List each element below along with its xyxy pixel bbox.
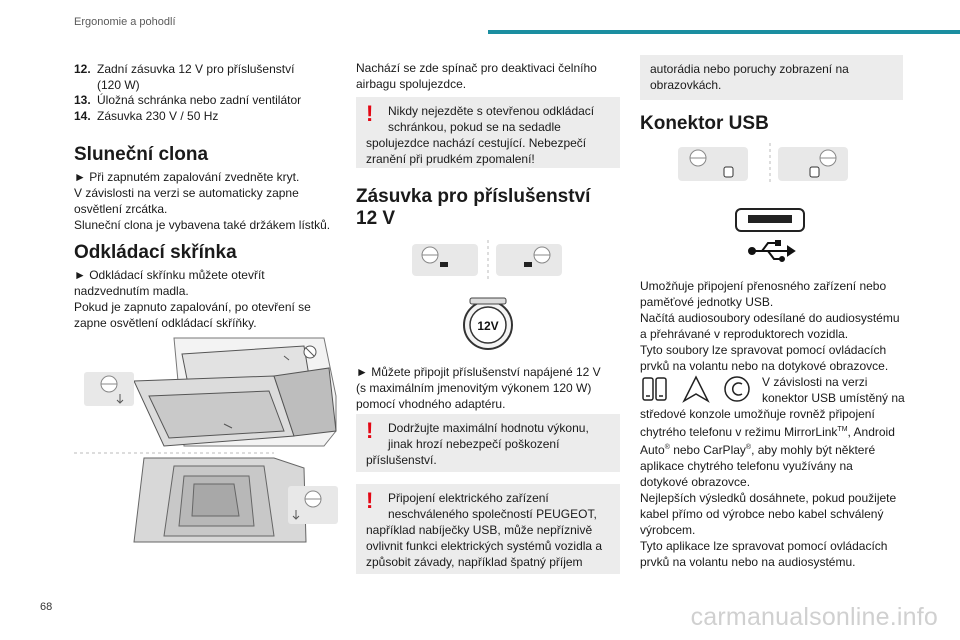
list-item <box>74 62 342 93</box>
list-text: Zadní zásuvka 12 V pro příslušenství (120 W) <box>97 62 295 92</box>
list-number: 13. <box>74 93 91 107</box>
list-item <box>74 109 342 125</box>
warning-box: ! Nikdy nejezděte s otevřenou odkládací schránkou, pokud se na sedadle spolujezdce nachází cestující. Nebezpečí zranění při prudkém zpomalení! <box>356 97 620 168</box>
glovebox-lower-drawing <box>134 458 306 542</box>
airbag-note: Nachází se zde spínač pro deaktivaci čelního airbagu spolujezdce. <box>356 61 597 91</box>
watermark: carmanualsonline.info <box>690 603 938 631</box>
mirrorlink-icon <box>643 378 666 400</box>
usb-steering-icon-left <box>678 147 748 181</box>
header-accent-bar <box>488 30 960 34</box>
warning-box: ! Dodržujte maximální hodnotu výkonu, jinak hrozí nebezpečí poškození příslušenství. <box>356 414 620 472</box>
socket-heading: Zásuvka pro příslušenství 12 V <box>356 186 591 229</box>
sun-visor-text: ► Při zapnutém zapalování zvedněte kryt. V závislosti na verzi se automaticky zapne osvětlení zrcátka. Sluneční clona je vybavena také držákem lístků. <box>74 170 331 232</box>
socket-steering-icon-right <box>496 244 562 276</box>
warning-box: ! Připojení elektrického zařízení neschváleného společností PEUGEOT, například nabíječky USB, může nepříznivě ovlivnit funkci elektrických systémů vozidla a způsobit závady, například špatný příjem <box>356 484 620 574</box>
list-text: Zásuvka 230 V / 50 Hz <box>97 108 219 123</box>
socket-steering-icon-left <box>412 244 478 276</box>
glovebox-steering-icon-2 <box>288 486 338 524</box>
android-auto-icon <box>684 377 708 401</box>
usb-heading: Konektor USB <box>640 113 769 134</box>
usb-text-2: středové konzole umožňuje rovněž připojení chytrého telefonu v režimu MirrorLink™, Android Auto® nebo CarPlay®, aby mohly být některé aplikace chytrého telefonu využívány na dotykové obrazovce. Nejlepších výsledků dosáhnete, pokud použijete kabel přímo od výrobce nebo kabel schválený výrobcem. Tyto aplikace lze spravovat pomocí ovládacích prvků na volantu nebo na audiosystému. <box>640 407 897 569</box>
running-header: Ergonomie a pohodlí <box>74 16 176 28</box>
usb-steering-icon-right <box>778 147 848 181</box>
socket-illustration <box>408 240 568 350</box>
carplay-icon <box>725 377 749 401</box>
usb-port-icon <box>736 209 804 231</box>
list-number: 12. <box>74 62 91 76</box>
glovebox-heading: Odkládací skřínka <box>74 242 237 263</box>
glovebox-illustration <box>74 336 344 544</box>
list-item <box>74 93 342 109</box>
usb-illustration <box>674 143 874 263</box>
list-number: 14. <box>74 108 91 123</box>
connectivity-icons <box>640 373 756 407</box>
power-socket-icon <box>464 298 512 349</box>
usb-text-icon-side: V závislosti na verzi konektor USB umístěný na <box>762 375 905 405</box>
warning-mark: ! <box>366 488 374 513</box>
warning-box-continued: autorádia nebo poruchy zobrazení na obrazovkách. <box>640 55 903 100</box>
svg-text:12V: 12V <box>477 319 499 333</box>
numbered-list <box>74 62 342 124</box>
glovebox-steering-icon-1 <box>84 372 134 406</box>
list-text: Úložná schránka nebo zadní ventilátor <box>97 93 302 107</box>
usb-symbol-icon <box>749 241 794 261</box>
socket-text: ► Můžete připojit příslušenství napájené 12 V (s maximálním jmenovitým výkonem 120 W) pomocí vhodného adaptéru. <box>356 365 601 411</box>
sun-visor-heading: Sluneční clona <box>74 144 209 165</box>
warning-mark: ! <box>366 101 374 126</box>
warning-mark: ! <box>366 418 374 443</box>
usb-text-1: Umožňuje připojení přenosného zařízení nebo paměťové jednotky USB. Načítá audiosoubory odesílané do audiosystému a přehrávané v reproduktorech vozidla. Tyto soubory lze spravovat pomocí ovládacích prvků na volantu nebo na dotykové obrazovce. <box>640 279 900 373</box>
page-number: 68 <box>40 601 53 613</box>
glovebox-open-drawing <box>134 338 336 446</box>
glovebox-text: ► Odkládací skřínku můžete otevřít nadzvednutím madla. Pokud je zapnuto zapalování, po otevření se zapne osvětlení odkládací skříňky. <box>74 268 311 330</box>
